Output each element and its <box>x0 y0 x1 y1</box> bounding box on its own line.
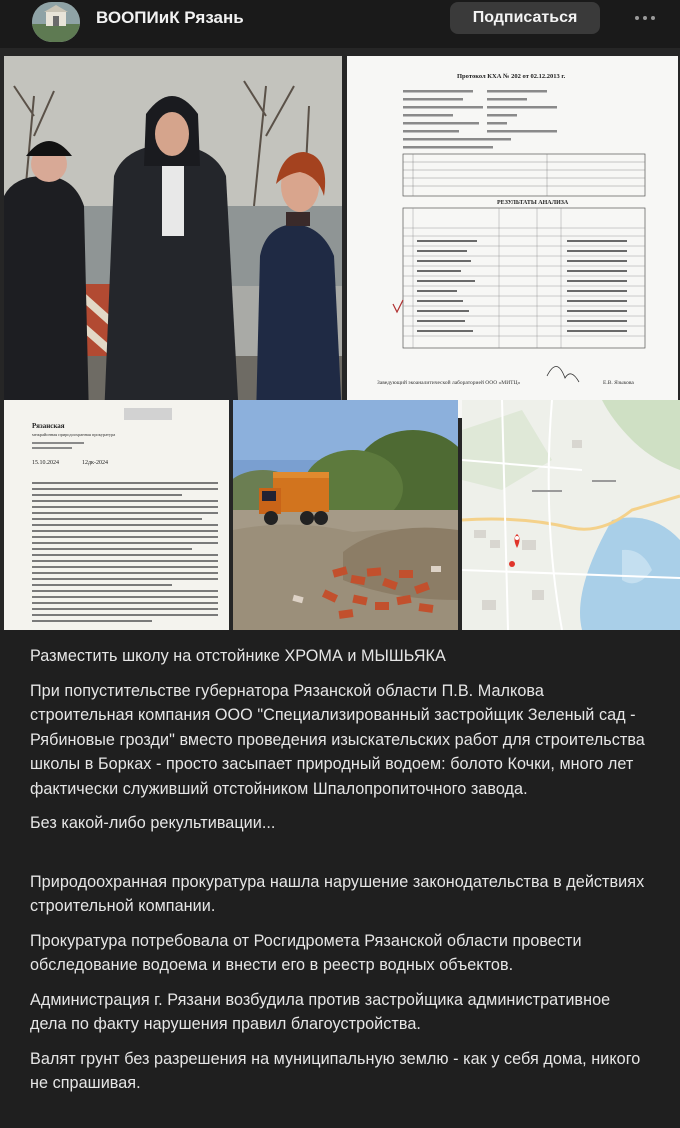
post-body <box>0 630 680 1128</box>
post-paragraph: При попустительстве губернатора Рязанской области П.В. Малкова строительная компания ООО "Специализированный застройщик Зеленый сад - Рябиновые грозди" вместо проведения изыскательских работ для строительства школы в Борках - просто засыпает природный водоем: болото Кочки, много лет фактически служивший отстойником Шпалопропиточного завода. <box>30 681 645 798</box>
subscribe-button[interactable]: Подписаться <box>450 2 600 34</box>
letter-number: 12дк-2024 <box>82 460 108 466</box>
post-paragraph: Природоохранная прокуратура нашла нарушение законодательства в действиях строительной компании. <box>30 872 645 915</box>
post-paragraph: Администрация г. Рязани возбудила против застройщика административное дела по факту нарушения правил благоустройства. <box>30 990 611 1033</box>
post-paragraph: Прокуратура потребовала от Росгидромета Рязанской области провести обследование водоема и внести его в реестр водных объектов. <box>30 931 582 974</box>
post-title: Разместить школу на отстойнике ХРОМА и МЫШЬЯКА <box>30 647 446 665</box>
photo-dump-truck[interactable] <box>233 400 458 630</box>
letter-org-line2: межрайонная природоохранная прокуратура <box>32 432 116 437</box>
photo-prosecutor-letter[interactable] <box>4 400 229 630</box>
protocol-title: Протокол КХА № 202 от 02.12.2013 г. <box>457 73 566 80</box>
channel-header <box>0 0 680 48</box>
results-heading: РЕЗУЛЬТАТЫ АНАЛИЗА <box>497 200 569 206</box>
protocol-signature-name: Е.В. Языкова <box>603 380 634 386</box>
more-options-icon[interactable] <box>630 8 660 28</box>
letter-org-line1: Рязанская <box>32 422 65 430</box>
photo-map[interactable] <box>462 400 680 630</box>
photo-officials[interactable] <box>4 56 342 418</box>
media-gallery <box>0 48 680 630</box>
post-paragraph: Без какой-либо рекультивации... <box>30 814 276 832</box>
channel-name[interactable]: ВООПИиК Рязань <box>96 8 244 27</box>
channel-avatar[interactable] <box>32 2 80 42</box>
photo-lab-protocol[interactable] <box>347 56 678 418</box>
protocol-signature-role: Заведующий экоаналитической лабораторией ООО «МИТЦ» <box>377 380 521 386</box>
letter-date: 15.10.2024 <box>32 460 59 466</box>
post-paragraph: Валят грунт без разрешения на муниципальную землю - как у себя дома, никого не спрашивая. <box>30 1049 641 1092</box>
